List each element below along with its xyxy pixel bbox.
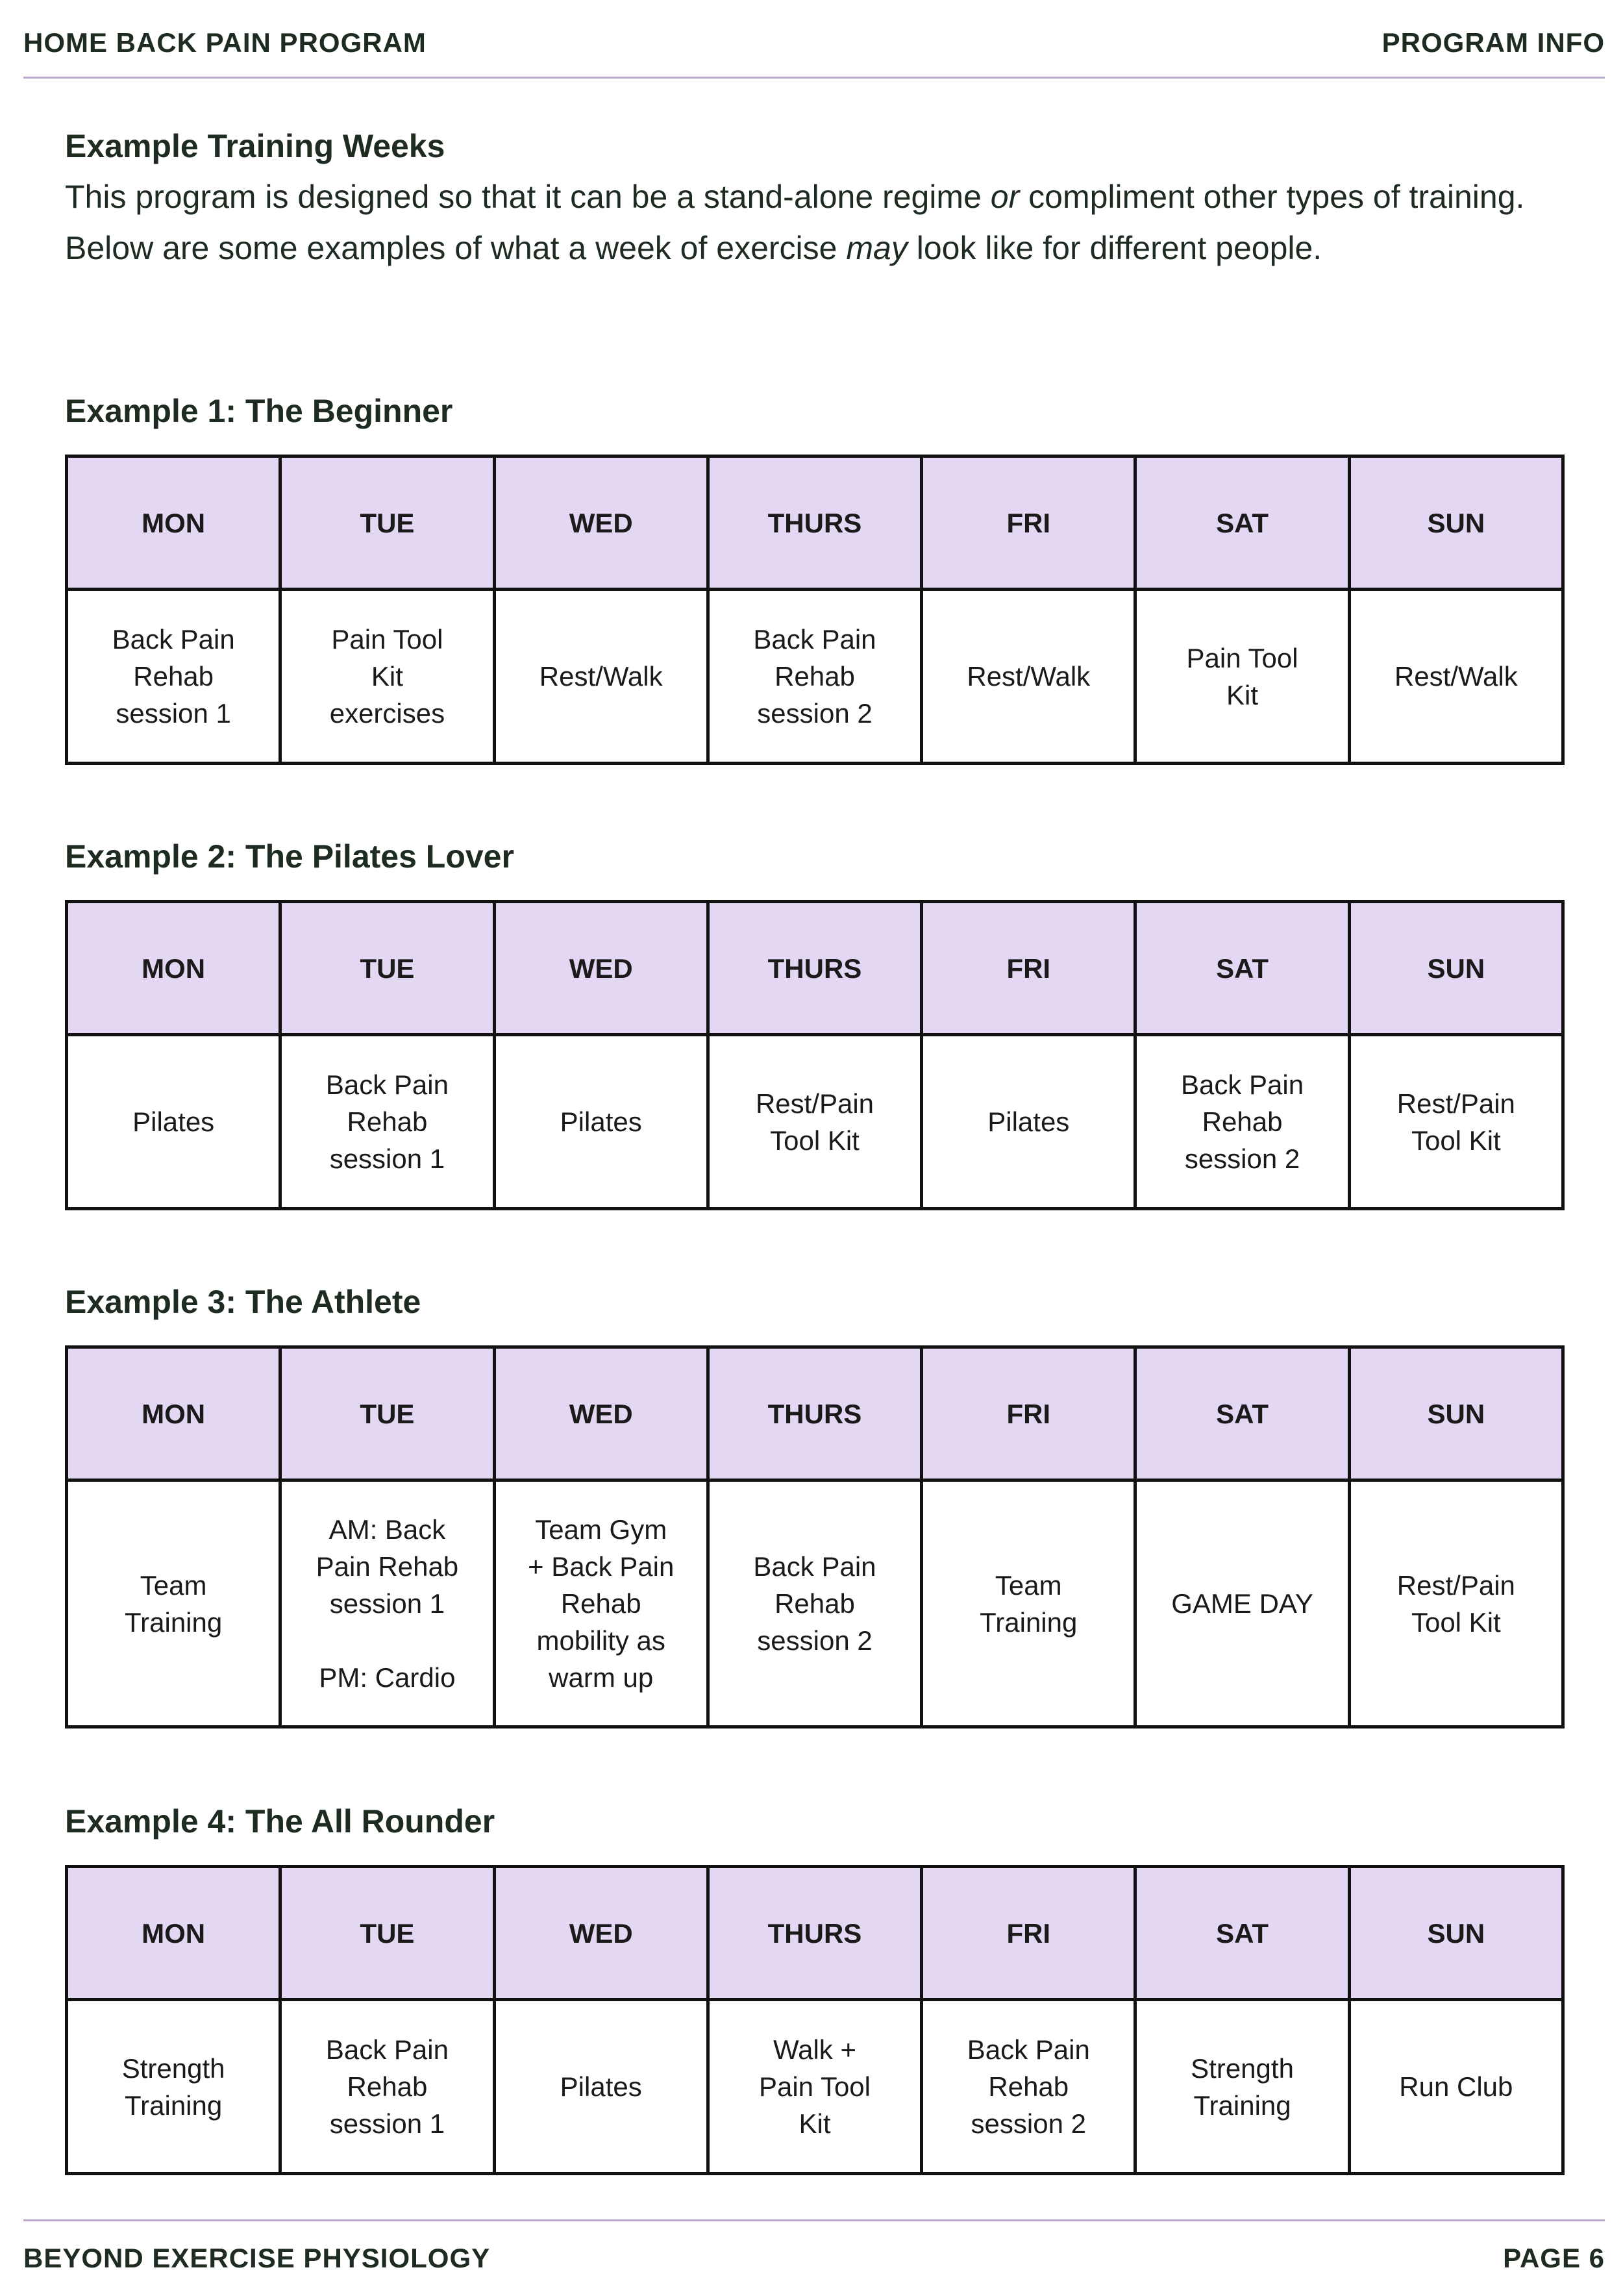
activity-line: session 1 (329, 2108, 445, 2139)
day-header: FRI (922, 1347, 1135, 1480)
activity-cell (922, 590, 1135, 764)
activity-cell (494, 590, 708, 764)
activity-cell (280, 590, 494, 764)
activity-line: Back Pain (112, 624, 235, 655)
activity-line: Back Pain (325, 2034, 449, 2065)
activity-cell (280, 2000, 494, 2174)
activity-line: Pain Tool (1186, 642, 1298, 673)
activity-line: Tool Kit (1411, 1125, 1501, 1156)
day-header: SUN (1349, 1867, 1563, 2000)
activity-text (77, 1567, 269, 1641)
day-header: TUE (280, 1867, 494, 2000)
activity-text (1360, 658, 1552, 695)
activity-line: Run Club (1399, 2071, 1513, 2102)
activity-line: Rehab (560, 1588, 641, 1619)
activity-cell (494, 1035, 708, 1209)
schedule-table (65, 1345, 1565, 1728)
day-header: WED (494, 456, 708, 590)
intro-text-part: compliment other types of training. Below are some examples of what a week of exercise (65, 179, 1525, 266)
activity-line: Pain Rehab (316, 1551, 459, 1582)
header-divider (23, 77, 1605, 79)
day-header-row (67, 902, 1563, 1035)
activity-line: Training (980, 1606, 1078, 1638)
page-footer (23, 2240, 1605, 2277)
activity-text (932, 1103, 1124, 1140)
day-header-row (67, 456, 1563, 590)
day-header: TUE (280, 902, 494, 1035)
schedule-table (65, 455, 1565, 765)
activity-row (67, 1035, 1563, 1209)
day-header: TUE (280, 1347, 494, 1480)
day-header: TUE (280, 456, 494, 590)
day-header: THURS (708, 456, 921, 590)
activity-line: exercises (329, 698, 445, 729)
activity-line: Kit (799, 2108, 831, 2139)
activity-text (77, 1103, 269, 1140)
activity-line: Team (995, 1569, 1062, 1601)
activity-line: Back Pain (967, 2034, 1090, 2065)
activity-line: Pain Tool (331, 624, 443, 655)
activity-line: Pain Tool (758, 2071, 871, 2102)
example-title: Example 1: The Beginner (65, 393, 453, 429)
activity-cell (708, 590, 921, 764)
activity-cell (1135, 1480, 1349, 1727)
activity-cell (1349, 2000, 1563, 2174)
activity-text (505, 2068, 697, 2105)
activity-text (505, 1511, 697, 1696)
activity-line: Kit (371, 661, 403, 692)
activity-row (67, 1480, 1563, 1727)
day-header: FRI (922, 456, 1135, 590)
activity-line: Rehab (774, 1588, 855, 1619)
activity-row (67, 590, 1563, 764)
day-header: WED (494, 1867, 708, 2000)
activity-line: Back Pain (753, 624, 876, 655)
page-header (23, 25, 1605, 61)
activity-line: Rest/Walk (1394, 661, 1518, 692)
activity-line: Training (125, 1606, 223, 1638)
activity-cell (67, 590, 280, 764)
day-header: SUN (1349, 1347, 1563, 1480)
activity-text (1360, 1567, 1552, 1641)
activity-text (719, 1548, 911, 1659)
activity-text (932, 2031, 1124, 2142)
activity-line: Tool Kit (1411, 1606, 1501, 1638)
activity-line: session 1 (116, 698, 231, 729)
day-header: SAT (1135, 1867, 1349, 2000)
footer-divider (23, 2219, 1605, 2221)
activity-text (1360, 1085, 1552, 1159)
activity-cell (922, 2000, 1135, 2174)
day-header: MON (67, 902, 280, 1035)
day-header: MON (67, 1347, 280, 1480)
activity-cell (708, 1035, 921, 1209)
activity-text (719, 621, 911, 732)
activity-line: session 2 (1184, 1143, 1300, 1174)
activity-line: Rest/Pain (1396, 1569, 1515, 1601)
intro-paragraph (65, 171, 1565, 274)
activity-line: Rest/Pain (1396, 1088, 1515, 1119)
activity-text (505, 1103, 697, 1140)
activity-line: Rehab (347, 2071, 428, 2102)
day-header: MON (67, 456, 280, 590)
activity-text (1146, 640, 1338, 714)
activity-cell (1349, 1480, 1563, 1727)
day-header: SAT (1135, 902, 1349, 1035)
activity-line: Rehab (988, 2071, 1069, 2102)
activity-line: Kit (1226, 679, 1259, 710)
activity-cell (280, 1480, 494, 1727)
activity-text (291, 1511, 483, 1696)
activity-line: session 2 (971, 2108, 1086, 2139)
activity-line (291, 1622, 483, 1659)
activity-line: Back Pain (753, 1551, 876, 1582)
activity-line: Strength (1191, 2053, 1294, 2084)
day-header-row (67, 1347, 1563, 1480)
intro-emphasis: may (846, 230, 908, 266)
activity-line: session 1 (329, 1588, 445, 1619)
activity-line: + Back Pain (528, 1551, 675, 1582)
example-title: Example 2: The Pilates Lover (65, 838, 514, 875)
activity-line: Rehab (133, 661, 214, 692)
activity-line: PM: Cardio (319, 1662, 456, 1693)
activity-line: Rehab (774, 661, 855, 692)
activity-line: Rest/Walk (539, 661, 663, 692)
activity-line: Back Pain (325, 1069, 449, 1100)
activity-line: Strength (121, 2053, 225, 2084)
intro-text-part: This program is designed so that it can be a stand-alone regime (65, 179, 991, 215)
activity-line: session 2 (757, 698, 873, 729)
activity-text (77, 621, 269, 732)
day-header: FRI (922, 1867, 1135, 2000)
activity-line: Pilates (132, 1106, 215, 1137)
activity-text (1146, 2050, 1338, 2124)
day-header: FRI (922, 902, 1135, 1035)
day-header: WED (494, 1347, 708, 1480)
activity-line: GAME DAY (1171, 1588, 1313, 1619)
schedule-table (65, 900, 1565, 1210)
brand-name: BEYOND EXERCISE PHYSIOLOGY (23, 2243, 491, 2273)
activity-cell (1135, 590, 1349, 764)
activity-cell (494, 1480, 708, 1727)
activity-text (932, 658, 1124, 695)
activity-line: Rest/Pain (755, 1088, 874, 1119)
activity-cell (708, 2000, 921, 2174)
activity-line: Back Pain (1180, 1069, 1304, 1100)
activity-line: Pilates (560, 2071, 642, 2102)
activity-text (719, 1085, 911, 1159)
activity-line: Walk + (773, 2034, 856, 2065)
activity-cell (708, 1480, 921, 1727)
activity-line: Team Gym (535, 1514, 667, 1545)
activity-cell (67, 1480, 280, 1727)
day-header: WED (494, 902, 708, 1035)
activity-row (67, 2000, 1563, 2174)
activity-line: Pilates (560, 1106, 642, 1137)
section-label: PROGRAM INFO (1381, 27, 1605, 58)
activity-cell (1135, 1035, 1349, 1209)
activity-text (932, 1567, 1124, 1641)
activity-line: mobility as (536, 1625, 665, 1656)
page-number: PAGE 6 (1503, 2243, 1605, 2273)
activity-cell (67, 2000, 280, 2174)
activity-cell (922, 1035, 1135, 1209)
day-header: MON (67, 1867, 280, 2000)
activity-line: AM: Back (328, 1514, 446, 1545)
activity-line: warm up (549, 1662, 654, 1693)
day-header: SUN (1349, 456, 1563, 590)
day-header: SAT (1135, 456, 1349, 590)
activity-cell (1135, 2000, 1349, 2174)
activity-text (1146, 1585, 1338, 1622)
activity-cell (1349, 590, 1563, 764)
activity-text (291, 621, 483, 732)
example-title: Example 3: The Athlete (65, 1284, 421, 1320)
activity-line: Team (140, 1569, 207, 1601)
activity-line: Pilates (987, 1106, 1070, 1137)
example-title: Example 4: The All Rounder (65, 1803, 495, 1840)
activity-text (719, 2031, 911, 2142)
day-header: SUN (1349, 902, 1563, 1035)
day-header: THURS (708, 1347, 921, 1480)
activity-line: session 1 (329, 1143, 445, 1174)
activity-text (1360, 2068, 1552, 2105)
day-header: THURS (708, 1867, 921, 2000)
activity-cell (1349, 1035, 1563, 1209)
activity-text (1146, 1066, 1338, 1177)
intro-emphasis: or (990, 179, 1020, 215)
day-header: SAT (1135, 1347, 1349, 1480)
activity-line: Training (1193, 2090, 1291, 2121)
intro-text-part: look like for different people. (907, 230, 1322, 266)
activity-cell (494, 2000, 708, 2174)
activity-cell (67, 1035, 280, 1209)
activity-line: session 2 (757, 1625, 873, 1656)
activity-cell (280, 1035, 494, 1209)
schedule-table (65, 1865, 1565, 2175)
activity-text (291, 1066, 483, 1177)
day-header-row (67, 1867, 1563, 2000)
activity-line: Rehab (1202, 1106, 1283, 1137)
intro-title: Example Training Weeks (65, 128, 445, 164)
activity-line: Training (125, 2090, 223, 2121)
activity-line: Rest/Walk (967, 661, 1091, 692)
activity-text (505, 658, 697, 695)
activity-text (77, 2050, 269, 2124)
activity-line: Rehab (347, 1106, 428, 1137)
activity-line: Tool Kit (770, 1125, 860, 1156)
activity-text (291, 2031, 483, 2142)
program-title: HOME BACK PAIN PROGRAM (23, 27, 427, 58)
day-header: THURS (708, 902, 921, 1035)
activity-cell (922, 1480, 1135, 1727)
